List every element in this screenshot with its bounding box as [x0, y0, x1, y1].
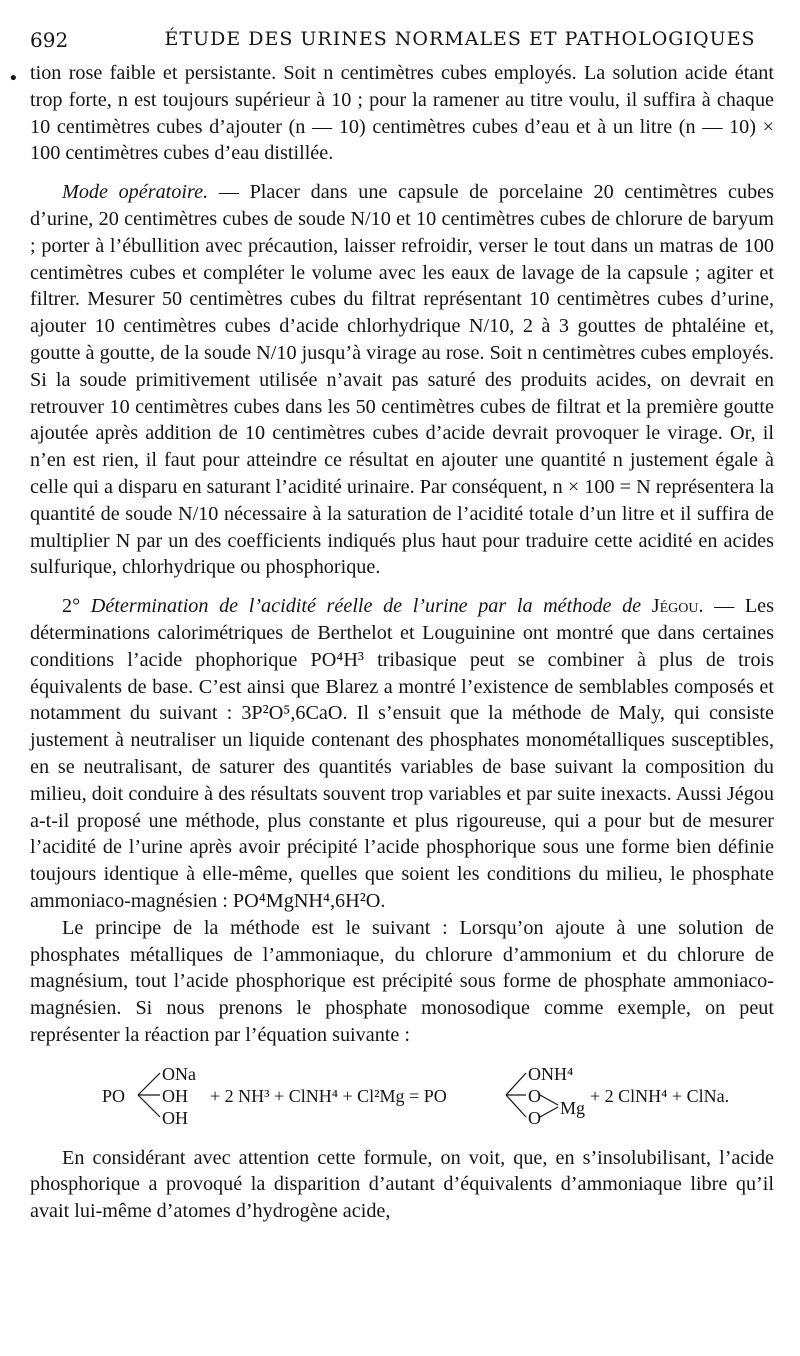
equation-left-top: ONa	[162, 1063, 196, 1084]
section-number: 2°	[62, 595, 81, 618]
paragraph-principle: Le principe de la méthode est le suivant : Lorsqu’on ajoute à une solution de phosphates métalliques de l’ammoniaque, du chlorure d’ammonium et du chlorure de magnésium, tout l’acide phosphorique est précipité sous forme de phosphate ammoniaco-magnésien. Si nous prenons le phosphate monosodique comme exemple, on peut représenter la réaction par l’équation suivante :	[30, 916, 774, 1046]
equation-right-mid: O	[528, 1085, 541, 1106]
chemical-equation	[30, 1059, 774, 1131]
paragraph-continuation: tion rose faible et persistante. Soit n centimètres cubes employés. La solution acide étant trop forte, n est toujours supérieur à 10 ; pour la ramener au titre voulu, il suffira à chaque 10 centimètres cubes d’ajouter (n — 10) centimètres cubes d’eau et à un litre (n — 10) × 100 centimètres cubes d’eau distillée.	[30, 62, 774, 165]
page-body	[30, 60, 774, 1225]
running-title: ÉTUDE DES URINES NORMALES ET PATHOLOGIQUES	[164, 28, 756, 50]
paragraph-text: . — Les déterminations calorimétriques de Berthelot et Louguinine ont montré que dans certaines conditions l’acide phophorique PO⁴H³ tribasique peut se combiner à plus de trois équivalents de base. C’est ainsi que Blarez a montré l’existence de semblables composés et notamment du suivant : 3P²O⁵,6CaO. Il s’ensuit que la méthode de Maly, qui consiste justement à neutraliser un liquide contenant des phosphates monométalliques susceptibles, en se neutralisant, de saturer des quantités variables de base suivant la composition du milieu, doit conduire à des résultats souvent trop variables et par suite inexacts. Aussi Jégou a-t-il proposé une méthode, plus constante et plus rigoureuse, qui a pour but de mesurer l’acidité de l’urine après avoir précipité l’acide phosphorique sous une forme bien définie toujours identique à elle-même, quelles que soient les conditions du milieu, le phosphate ammoniaco-magnésien : PO⁴MgNH⁴,6H²O.	[30, 595, 774, 912]
paragraph-consideration: En considérant avec attention cette formule, on voit, que, en s’insolubilisant, l’acide phosphorique a provoqué la disparition d’autant d’équivalents d’ammoniaque libre qu’il avait lui-même d’atomes d’hydrogène acide,	[30, 1146, 774, 1223]
section-heading-italic: Détermination de l’acidité réelle de l’urine par la méthode de	[90, 595, 642, 618]
equation-right-bot: O	[528, 1107, 541, 1128]
equation-left-mid: OH	[162, 1085, 188, 1106]
equation-right-top: ONH⁴	[528, 1063, 574, 1084]
equation-left-bot: OH	[162, 1107, 188, 1128]
equation-left-core: PO	[102, 1085, 126, 1106]
page-header	[30, 26, 770, 56]
equation-reactants: + 2 NH³ + ClNH⁴ + Cl²Mg = PO	[210, 1085, 447, 1106]
paragraph-mode-operatoire	[30, 179, 774, 581]
equation-products: + 2 ClNH⁴ + ClNa.	[590, 1085, 730, 1106]
margin-mark: •	[8, 68, 19, 89]
paragraph-lead-italic: Mode opératoire.	[62, 181, 209, 204]
paragraph-text: — Placer dans une capsule de porcelaine 20 centimètres cubes d’urine, 20 centimètres cubes de soude N/10 et 10 centimètres cubes de chlorure de baryum ; porter à l’ébullition avec précaution, laisser refroidir, verser le tout dans un matras de 100 centimètres cubes et compléter le volume avec les eaux de lavage de la capsule ; agiter et filtrer. Mesurer 50 centimètres cubes du filtrat représentant 10 centimètres cubes d’urine, ajouter 10 centimètres cubes d’acide chlorhydrique N/10, 2 à 3 gouttes de phtaléine et, goutte à goutte, de la soude N/10 jusqu’à virage au rose. Soit n centimètres cubes employés. Si la soude primitivement utilisée n’avait pas saturé des produits acides, on devrait en retrouver 10 centimètres cubes dans les 50 centimètres cubes de filtrat et la première goutte ajoutée après addition de 10 centimètres cubes d’acide devrait provoquer le virage. Or, il n’en est rien, il faut pour atteindre ce résultat en ajouter une quantité n justement égale à celle qui a disparu en saturant l’acidité urinaire. Par conséquent, n × 100 = N représentera la quantité de soude N/10 nécessaire à la saturation de l’acidité totale d’un litre et il suffira de multiplier N par un des coefficients indiqués plus haut pour traduire cette acidité en acides sulfurique, chlorhydrique ou phosphorique.	[30, 181, 774, 579]
page-number: 692	[30, 28, 69, 52]
paragraph-jegou-method	[30, 593, 774, 915]
author-name: Jégou	[651, 595, 699, 618]
equation-right-metal: Mg	[560, 1097, 586, 1118]
